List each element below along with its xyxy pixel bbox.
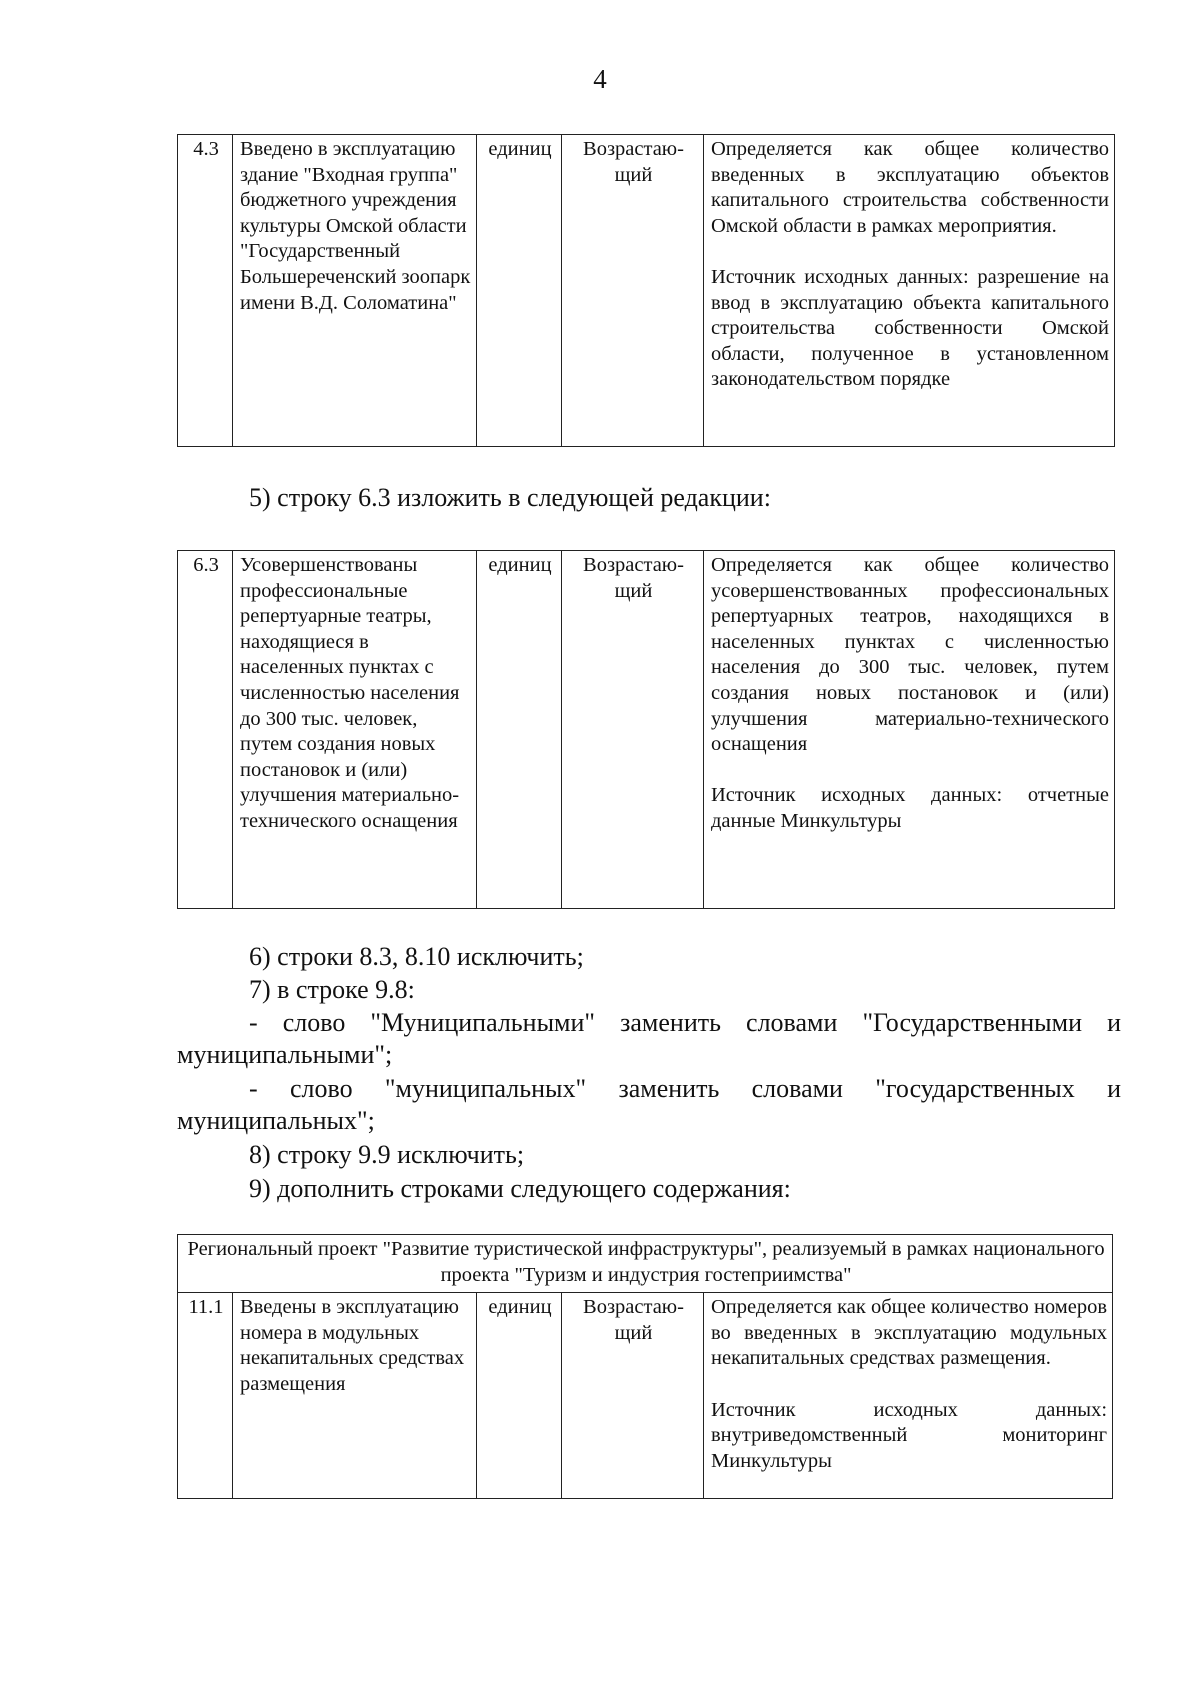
regional-project-header: Региональный проект "Развитие туристической инфраструктуры", реализуемый в рамках национального проекта "Туризм и индустрия гостеприимства" bbox=[178, 1235, 1113, 1293]
table-row bbox=[178, 135, 1115, 447]
row-number: 11.1 bbox=[178, 1293, 233, 1499]
instruction-item-7-a: - слово "Муниципальными" заменить словами "Государственными и муниципальными"; bbox=[177, 1008, 1121, 1070]
description-source: Источник исходных данных: внутриведомственный мониторинг Минкультуры bbox=[711, 1398, 1108, 1472]
instruction-item-7-b: - слово "муниципальных" заменить словами "государственных и муниципальных"; bbox=[177, 1074, 1121, 1136]
description-method: Определяется как общее количество усовершенствованных профессиональных репертуарных театров, находящихся в населенных пунктах с численностью населения до 300 тыс. человек, путем создания новых постановок и (или) улучшения материально-технического оснащения bbox=[711, 554, 1109, 756]
row-number: 6.3 bbox=[178, 551, 233, 909]
indicator-description bbox=[704, 551, 1115, 909]
unit-of-measure: единиц bbox=[477, 1293, 562, 1499]
instruction-item-6: 6) строки 8.3, 8.10 исключить; bbox=[249, 942, 584, 971]
table-section-header bbox=[178, 1235, 1113, 1293]
description-method: Определяется как общее количество номеров во введенных в эксплуатацию модульных некапитальных средствах размещения. bbox=[711, 1296, 1108, 1370]
unit-of-measure: единиц bbox=[477, 551, 562, 909]
instruction-item-7: 7) в строке 9.8: bbox=[249, 975, 415, 1004]
indicator-name: Усовершенствованы профессиональные репертуарные театры, находящиеся в населенных пунктах с численностью населения до 300 тыс. человек, путем создания новых постановок и (или) улучшения материально-технического оснащения bbox=[233, 551, 477, 909]
page-number: 4 bbox=[593, 64, 607, 94]
description-source: Источник исходных данных: отчетные данные Минкультуры bbox=[711, 784, 1109, 832]
table-row-4-3 bbox=[177, 134, 1115, 447]
instruction-item-8: 8) строку 9.9 исключить; bbox=[249, 1140, 525, 1169]
unit-of-measure: единиц bbox=[477, 135, 562, 447]
instruction-item-5: 5) строку 6.3 изложить в следующей редакции: bbox=[249, 483, 771, 512]
indicator-type: Возрастаю-щий bbox=[562, 135, 704, 447]
description-source: Источник исходных данных: разрешение на ввод в эксплуатацию объекта капитального строительства собственности Омской области, полученное в установленном законодательством порядке bbox=[711, 265, 1109, 391]
table-row bbox=[178, 1293, 1113, 1499]
instruction-item-9: 9) дополнить строками следующего содержания: bbox=[249, 1174, 791, 1203]
row-number: 4.3 bbox=[178, 135, 233, 447]
indicator-type: Возрастаю-щий bbox=[562, 551, 704, 909]
table-row-11-1 bbox=[177, 1234, 1113, 1499]
table-row bbox=[178, 551, 1115, 909]
indicator-description bbox=[704, 135, 1115, 447]
indicator-name: Введены в эксплуатацию номера в модульных некапитальных средствах размещения bbox=[233, 1293, 477, 1499]
table-row-6-3 bbox=[177, 550, 1115, 909]
indicator-name: Введено в эксплуатацию здание "Входная группа" бюджетного учреждения культуры Омской области "Государственный Большереченский зоопарк имени В.Д. Соломатина" bbox=[233, 135, 477, 447]
indicator-description bbox=[704, 1293, 1113, 1499]
description-method: Определяется как общее количество введенных в эксплуатацию объектов капитального строительства собственности Омской области в рамках мероприятия. bbox=[711, 138, 1109, 237]
indicator-type: Возрастаю-щий bbox=[562, 1293, 704, 1499]
